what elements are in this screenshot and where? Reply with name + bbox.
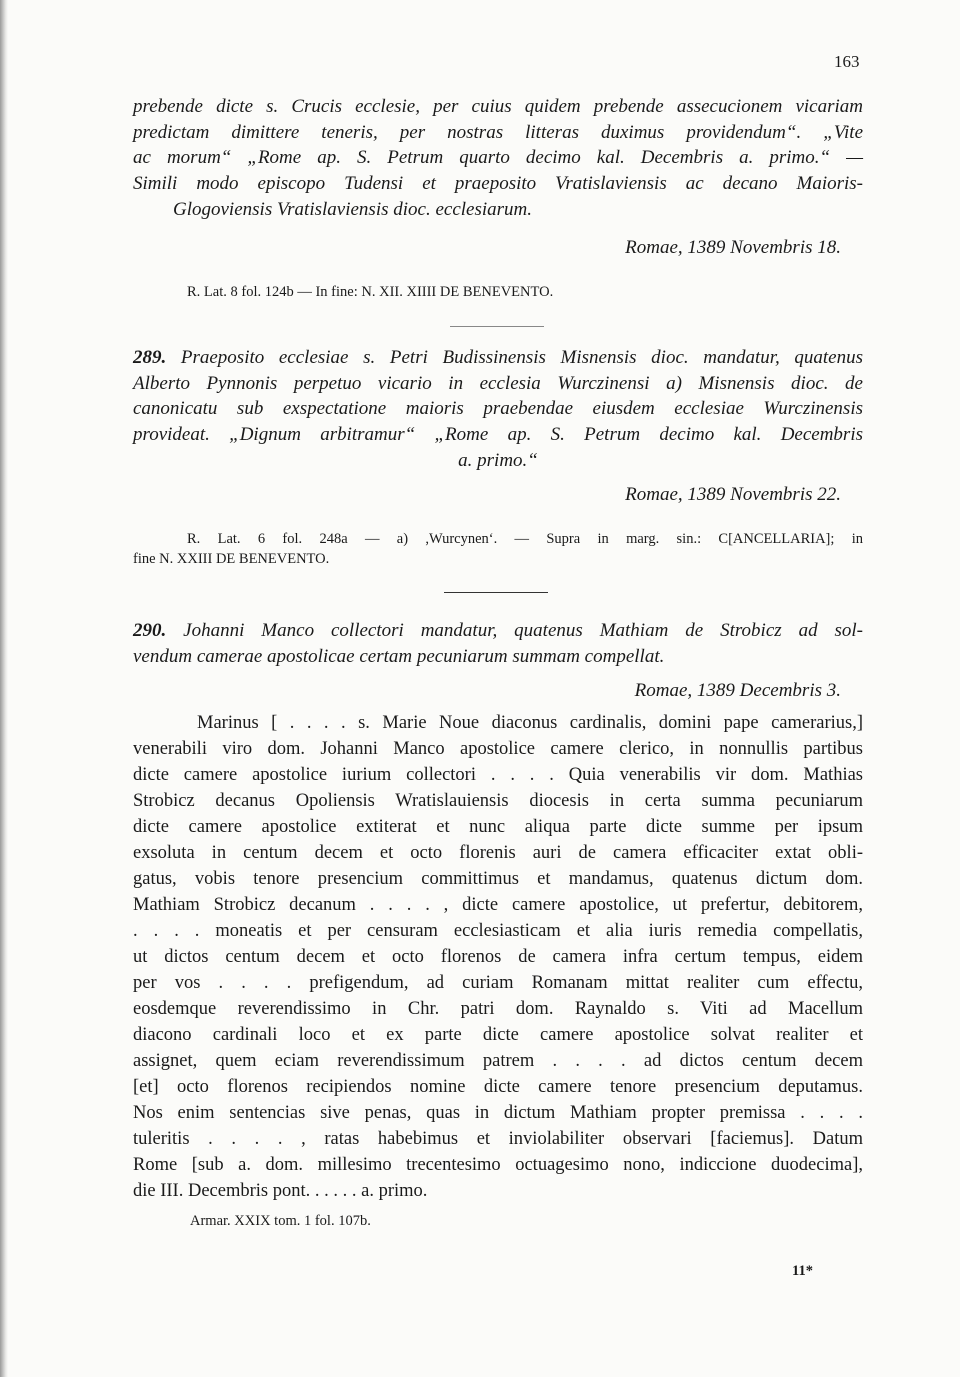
scan-gutter-shadow bbox=[0, 0, 8, 1377]
text-line: Rome [sub a. dom. millesimo trecentesimo octuagesimo nono, indiccione duodecima], bbox=[133, 1155, 863, 1175]
text-line: die III. Decembris pont. . . . . . a. primo. bbox=[133, 1181, 428, 1201]
text-line: Simili modo episcopo Tudensi et praeposito Vratislaviensis ac decano Maioris- bbox=[133, 173, 863, 195]
text-line: provideat. „Dignum arbitramur“ „Rome ap. S. Petrum decimo kal. Decembris bbox=[133, 424, 863, 446]
text-line: gatus, vobis tenore presencium committimus et mandamus, quatenus dictum dom. bbox=[133, 869, 863, 889]
entry-290-document-text bbox=[133, 710, 863, 1204]
text-line: dicte camere apostolice iurium collectori . . . . Quia venerabilis vir dom. Mathias bbox=[133, 765, 863, 785]
signature-mark: 11* bbox=[792, 1263, 813, 1279]
entry-290-source: Armar. XXIX tom. 1 fol. 107b. bbox=[190, 1213, 371, 1229]
text-line: Alberto Pynnonis perpetuo vicario in ecclesia Wurczinensi a) Misnensis dioc. de bbox=[133, 372, 863, 394]
text-line: predictam dimittere teneris, per nostras litteras duximus providendum“. „Vite bbox=[133, 121, 863, 143]
text-line: [et] octo florenos recipiendos nomine dicte camere tenore presencium deputamus. bbox=[133, 1077, 863, 1097]
text-line: diacono cardinali loco et ex parte dicte camere apostolice solvat realiter et bbox=[133, 1025, 863, 1045]
entry-number: 290. bbox=[133, 620, 167, 641]
text-line: . . . . moneatis et per censuram ecclesiasticam et alia iuris remedia compellatis, bbox=[133, 921, 863, 941]
entry-number: 289. bbox=[133, 347, 167, 368]
text-line: assignet, quem eciam reverendissimum patrem . . . . ad dictos centum decem bbox=[133, 1051, 863, 1071]
text-line: Mathiam Strobicz decanum . . . . , dicte camere apostolice, ut prefertur, debitorem, bbox=[133, 895, 863, 915]
text-line: prebende dicte s. Crucis ecclesie, per cuius quidem prebende assecucionem vicariam bbox=[133, 96, 863, 117]
text-line: dicte camere apostolice extiterat et nunc aliqua parte dicte summe per ipsum bbox=[133, 817, 863, 837]
text-line: Glogoviensis Vratislaviensis dioc. ecclesiarum. bbox=[173, 198, 533, 220]
text-line: venerabili viro dom. Johanni Manco apostolice camere clerico, in nonnullis partibus bbox=[133, 739, 863, 759]
text-line: Strobicz decanus Opoliensis Wratislauiensis diocesis in certa summa pecuniarum bbox=[133, 791, 863, 811]
text-line: eosdemque reverendissimo in Chr. patri dom. Raynaldo s. Viti ad Macellum bbox=[133, 999, 863, 1019]
text-line: a. primo.“ bbox=[458, 449, 538, 471]
entry-288-source: R. Lat. 8 fol. 124b — In fine: N. XII. XIIII DE BENEVENTO. bbox=[187, 284, 554, 300]
text-line: ac morum“ „Rome ap. S. Petrum quarto decimo kal. Decembris a. primo.“ — bbox=[133, 147, 863, 169]
entry-289-regest bbox=[133, 345, 863, 474]
separator-rule bbox=[444, 592, 548, 593]
page-number: 163 bbox=[834, 52, 860, 71]
text-line: fine N. XXIII DE BENEVENTO. bbox=[133, 551, 330, 567]
text-line: R. Lat. 6 fol. 248a — a) ,Wurcynen‘. — Supra in marg. sin.: C[ANCELLARIA]; in bbox=[187, 531, 863, 547]
text-line: Marinus [ . . . . s. Marie Noue diaconus cardinalis, domini pape camerarius,] bbox=[197, 713, 863, 733]
text-line: exsoluta in centum decem et octo florenis auri de camera efficaciter extat obli- bbox=[133, 843, 863, 863]
text-line: canonicatu sub exspectatione maioris praebendae eiusdem ecclesiae Wurczinensis bbox=[133, 398, 863, 420]
text-line: tuleritis . . . . , ratas habebimus et inviolabiliter observari [faciemus]. Datum bbox=[133, 1129, 863, 1149]
entry-289-date: Romae, 1389 Novembris 22. bbox=[625, 484, 841, 505]
text-line: ut dictos centum decem et octo florenos de camera infra certum tempus, eidem bbox=[133, 947, 863, 967]
text-line: per vos . . . . prefigendum, ad curiam Romanam mittat realiter cum effectu, bbox=[133, 973, 863, 993]
text-line: Praeposito ecclesiae s. Petri Budissinensis Misnensis dioc. mandatur, quatenus bbox=[180, 347, 863, 368]
separator-rule bbox=[450, 326, 544, 327]
text-line: Johanni Manco collectori mandatur, quatenus Mathiam de Strobicz ad sol- bbox=[183, 620, 863, 641]
entry-288-continuation bbox=[133, 94, 863, 223]
text-line: Nos enim sentencias sive penas, quas in dictum Mathiam propter premissa . . . . bbox=[133, 1103, 863, 1123]
text-line: vendum camerae apostolicae certam pecuniarum summam compellat. bbox=[133, 646, 665, 667]
entry-288-date: Romae, 1389 Novembris 18. bbox=[625, 237, 841, 258]
entry-289-source bbox=[133, 529, 863, 569]
entry-290-regest bbox=[133, 618, 863, 670]
entry-290-date: Romae, 1389 Decembris 3. bbox=[634, 680, 841, 701]
